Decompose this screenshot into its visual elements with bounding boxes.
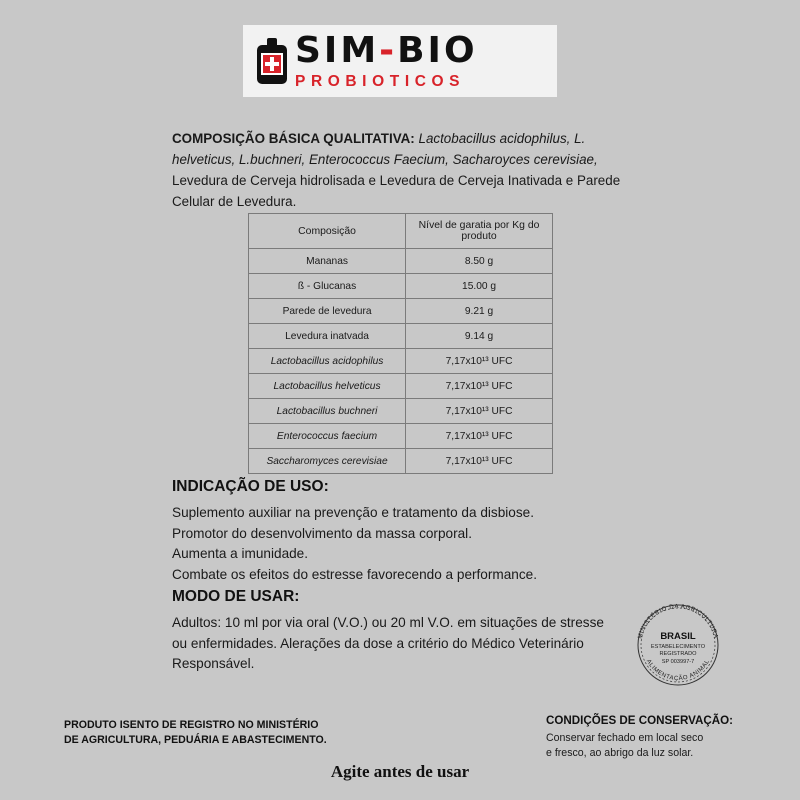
brand-subtitle: PROBIOTICOS [295, 72, 466, 90]
table-cell-value: 7,17x10¹³ UFC [406, 399, 553, 424]
brand-name-part1: SIM [295, 29, 380, 71]
storage-title: CONDIÇÕES DE CONSERVAÇÃO: [546, 714, 734, 727]
table-cell-name: Enterococcus faecium [249, 424, 406, 449]
table-cell-value: 15.00 g [406, 274, 553, 299]
svg-text:ESTABELECIMENTO: ESTABELECIMENTO [650, 644, 706, 650]
storage-body [546, 731, 776, 761]
composition-label: COMPOSIÇÃO BÁSICA QUALITATIVA: [172, 131, 415, 146]
table-row [249, 324, 553, 349]
footer-exemption-line-2: DE AGRICULTURA, PEDUÁRIA E ABASTECIMENTO. [64, 734, 327, 746]
table-cell-name: Lactobacillus helveticus [249, 374, 406, 399]
svg-text:REGISTRADO: REGISTRADO [659, 651, 697, 657]
table-cell-value: 7,17x10¹³ UFC [406, 349, 553, 374]
table-row [249, 399, 553, 424]
shake-before-use-note: Agite antes de usar [330, 762, 470, 781]
bottle-icon [255, 38, 289, 84]
table-cell-name: ß - Glucanas [249, 274, 406, 299]
table-cell-name: Lactobacillus buchneri [249, 399, 406, 424]
table-cell-value: 7,17x10¹³ UFC [406, 449, 553, 474]
table-cell-name: Lactobacillus acidophilus [249, 349, 406, 374]
nutrition-table-wrapper [248, 213, 553, 474]
table-cell-value: 7,17x10¹³ UFC [406, 374, 553, 399]
ministry-seal [631, 598, 725, 692]
nutrition-table [248, 213, 553, 474]
table-row [249, 449, 553, 474]
table-row [249, 274, 553, 299]
table-row [249, 299, 553, 324]
table-cell-value: 8.50 g [406, 249, 553, 274]
svg-text:BRASIL: BRASIL [660, 631, 696, 642]
usage-title: MODO DE USAR: [172, 588, 300, 605]
table-cell-name: Levedura inatvada [249, 324, 406, 349]
seal-icon [631, 598, 725, 692]
footer-exemption-line-1: PRODUTO ISENTO DE REGISTRO NO MINISTÉRIO [64, 719, 319, 731]
usage-section [172, 588, 622, 675]
table-cell-value: 7,17x10¹³ UFC [406, 424, 553, 449]
brand-name-dash: - [379, 29, 398, 71]
table-header-cell: Composição [249, 214, 406, 249]
indication-title: INDICAÇÃO DE USO: [172, 478, 329, 495]
table-row [249, 249, 553, 274]
table-cell-name: Saccharomyces cerevisiae [249, 449, 406, 474]
storage-line-1: Conservar fechado em local seco [546, 732, 704, 744]
table-row [249, 424, 553, 449]
table-row [249, 374, 553, 399]
footer-exemption-note [64, 718, 364, 748]
svg-text:ALIMENTAÇÃO ANIMAL: ALIMENTAÇÃO ANIMAL [644, 658, 712, 683]
storage-line-2: e fresco, ao abrigo da luz solar. [546, 747, 694, 759]
table-row [249, 349, 553, 374]
indication-line-2: Promotor do desenvolvimento da massa corporal. [172, 525, 472, 541]
brand-name [295, 29, 478, 71]
indication-line-4: Combate os efeitos do estresse favorecendo a performance. [172, 566, 537, 582]
composition-species: Lactobacillus acidophilus, L. helveticus, L.buchneri, Enterococcus Faecium, Sacharoyces cerevisiae, [172, 131, 598, 167]
indication-section [172, 478, 642, 585]
brand-logo [243, 25, 557, 97]
indication-line-1: Suplemento auxiliar na prevenção e tratamento da disbiose. [172, 505, 534, 520]
table-cell-name: Parede de levedura [249, 299, 406, 324]
svg-text:SP 003997-7: SP 003997-7 [661, 659, 695, 665]
brand-name-part2: BIO [397, 29, 478, 71]
storage-conditions [546, 714, 776, 761]
indication-line-3: Aumenta a imunidade. [172, 546, 309, 561]
indication-body [172, 503, 642, 585]
usage-body: Adultos: 10 ml por via oral (V.O.) ou 20 ml V.O. em situações de stresse ou enfermidades. Alerações da dose a critério do Médico Veterinário Responsável. [172, 615, 604, 671]
table-cell-name: Mananas [249, 249, 406, 274]
table-cell-value: 9.21 g [406, 299, 553, 324]
table-cell-value: 9.14 g [406, 324, 553, 349]
table-header-cell: Nível de garatia por Kg do produto [406, 214, 553, 249]
composition-paragraph [172, 128, 642, 212]
svg-text:MINISTÉRIO DA AGRICULTURA: MINISTÉRIO DA AGRICULTURA [637, 603, 719, 640]
table-header-row [249, 214, 553, 249]
composition-rest: Levedura de Cerveja hidrolisada e Levedura de Cerveja Inativada e Parede Celular de Levedura. [172, 173, 621, 209]
